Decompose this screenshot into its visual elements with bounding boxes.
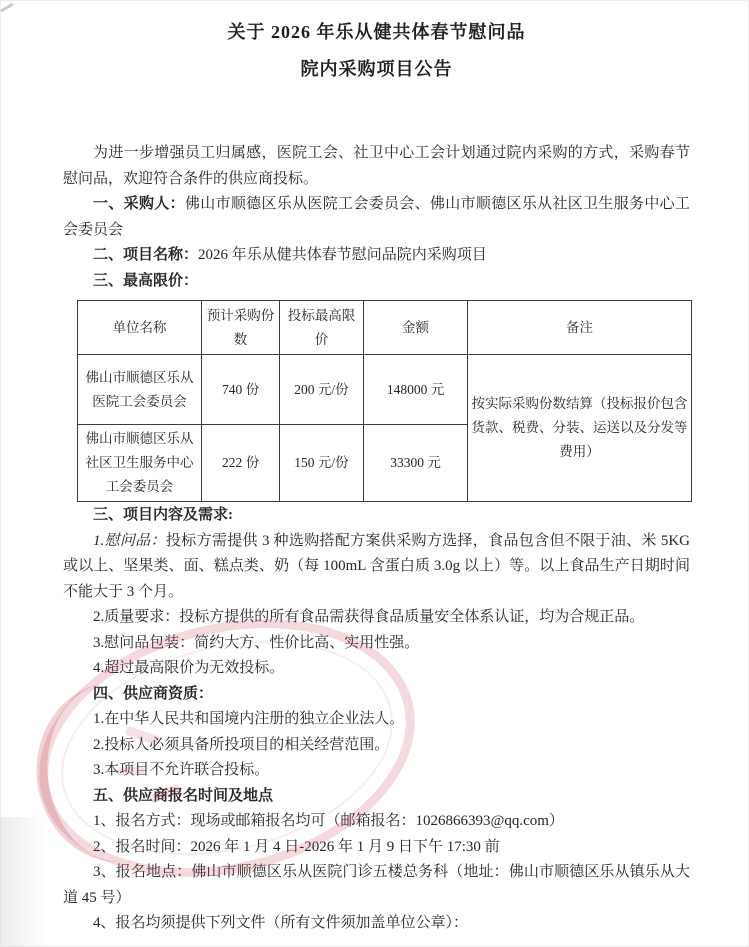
title-line-2: 院内采购项目公告	[300, 59, 453, 79]
table-row	[78, 355, 692, 425]
price-limit-table	[77, 300, 692, 502]
section-purchaser	[63, 192, 690, 243]
registration-item-documents: 4、报名均须提供下列文件（所有文件须加盖单位公章）：	[93, 915, 469, 931]
col-header-remark: 备注	[468, 301, 692, 355]
col-header-price-limit: 投标最高限价	[280, 301, 364, 355]
requirements-heading: 三、项目内容及需求:	[93, 507, 233, 523]
requirement-item-packaging: 3.慰问品包装：简约大方、性价比高、实用性强。	[93, 634, 420, 651]
registration-heading: 五、供应商报名时间及地点	[93, 787, 274, 804]
table-header-row	[78, 301, 692, 355]
registration-item-location: 3、报名地点：佛山市顺德区乐从医院门诊五楼总务科（地址：佛山市顺德区乐从镇乐从大道 45 号）	[63, 864, 690, 906]
requirement-item-invalid-bid: 4.超过最高限价为无效投标。	[93, 660, 285, 676]
registration-item-time: 2、报名时间：2026 年 1 月 4 日-2026 年 1 月 9 日下午 17:30 前	[93, 838, 500, 855]
cell-amount-2: 33300 元	[364, 425, 468, 502]
requirement-item-gift-label: 1.慰问品：	[93, 532, 166, 549]
requirement-item-quality: 2.质量要求：投标方提供的所有食品需获得食品质量安全体系认证，均为合规正品。	[93, 609, 645, 625]
title-line-1: 关于 2026 年乐从健共体春节慰问品	[227, 22, 526, 42]
col-header-amount: 金额	[364, 301, 468, 355]
cell-price-limit-2: 150 元/份	[280, 425, 364, 502]
qualification-item-no-joint-bid: 3.本项目不允许联合投标。	[93, 762, 270, 778]
scan-artifact	[0, 3, 14, 13]
cell-quantity-2: 222 份	[202, 425, 280, 502]
cell-amount-1: 148000 元	[364, 355, 468, 425]
requirement-item-gift: 1.慰问品：投标方需提供 3 种选购搭配方案供采购方选择，食品包含但不限于油、米 5KG 或以上、坚果类、面、糕点类、奶（每 100mL 含蛋白质 3.0g 以上）等。以上食品生产日期时间不能大于 3 个月。	[63, 532, 690, 600]
registration-item-method: 1、报名方式：现场或邮箱报名均可（邮箱报名：1026866393@qq.com）	[93, 813, 564, 829]
cell-price-limit-1: 200 元/份	[280, 355, 364, 425]
col-header-quantity: 预计采购份数	[202, 301, 280, 355]
section-max-price-heading: 三、最高限价：	[93, 272, 199, 289]
qualification-item-business-scope: 2.投标人必须具备所投项目的相关经营范围。	[93, 736, 390, 753]
section-project-name	[63, 243, 690, 269]
qualification-item-legal-entity: 1.在中华人民共和国境内注册的独立企业法人。	[93, 711, 405, 727]
intro-paragraph: 为进一步增强员工归属感，医院工会、社卫中心工会计划通过院内采购的方式，采购春节慰问品，欢迎符合条件的供应商投标。	[63, 145, 690, 187]
project-name-label: 二、项目名称：	[93, 247, 199, 263]
page-title	[63, 14, 690, 88]
purchaser-text: 佛山市顺德区乐从医院工会委员会、佛山市顺德区乐从社区卫生服务中心工会委员会	[63, 196, 690, 238]
cell-quantity-1: 740 份	[202, 355, 280, 425]
purchaser-label: 一、采购人：	[93, 196, 185, 212]
cell-remark: 按实际采购份数结算（投标报价包含货款、税费、分装、运送以及分发等费用）	[468, 355, 692, 502]
qualifications-heading: 四、供应商资质：	[93, 685, 214, 702]
cell-unit-1: 佛山市顺德区乐从医院工会委员会	[78, 355, 202, 425]
project-name-text: 2026 年乐从健共体春节慰问品院内采购项目	[198, 247, 487, 263]
scan-edge-shading	[0, 817, 54, 947]
cell-unit-2: 佛山市顺德区乐从社区卫生服务中心工会委员会	[78, 425, 202, 502]
col-header-unit: 单位名称	[78, 301, 202, 355]
